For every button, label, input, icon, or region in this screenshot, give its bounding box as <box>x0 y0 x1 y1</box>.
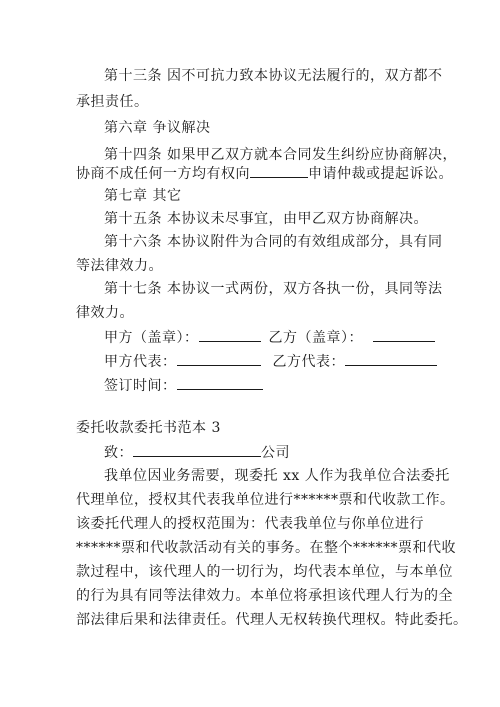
article-13-line-2: 承担责任。 <box>76 94 149 110</box>
article-17-line-2: 律效力。 <box>76 305 134 321</box>
body-line-4: ******票和代收款活动有关的事务。在整个******票和代收 <box>76 540 456 556</box>
body-line-5: 款过程中，该代理人的一切行为，均代表本单位，与本单位 <box>76 564 453 580</box>
addressee-line <box>104 442 290 463</box>
party-a-rep-label: 甲方代表： <box>104 354 177 370</box>
article-13-line-1: 第十三条 因不可抗力致本协议无法履行的，双方都不 <box>104 68 443 84</box>
chapter-6-heading: 第六章 争议解决 <box>104 120 211 136</box>
body-line-6: 的行为具有同等法律效力。本单位将承担该代理人行为的全 <box>76 588 453 604</box>
party-b-seal-blank <box>373 327 435 342</box>
representative-line <box>104 351 437 372</box>
article-14-line-1: 第十四条 如果甲乙双方就本合同发生纠纷应协商解决， <box>104 147 457 163</box>
template-3-title: 委托收款委托书范本 3 <box>76 420 221 436</box>
sign-date-blank <box>177 375 263 390</box>
addressee-prefix: 致： <box>104 445 133 461</box>
seal-line <box>104 327 435 348</box>
article-17-line-1: 第十七条 本协议一式两份，双方各执一份，具同等法 <box>104 281 443 297</box>
article-16-line-1: 第十六条 本协议附件为合同的有效组成部分，具有同 <box>104 234 443 250</box>
party-a-seal-label: 甲方（盖章）： <box>104 330 199 346</box>
article-16-line-2: 等法律效力。 <box>76 258 163 274</box>
article-14-text-a: 协商不成任何一方均有权向 <box>76 166 250 182</box>
body-line-2: 代理单位，授权其代表我单位进行******票和代收款工作。 <box>76 492 455 508</box>
article-14-text-b: 申请仲裁或提起诉讼。 <box>308 166 453 182</box>
body-line-3: 该委托代理人的授权范围为：代表我单位与你单位进行 <box>76 516 424 532</box>
chapter-7-heading: 第七章 其它 <box>104 188 182 204</box>
party-b-rep-blank <box>345 351 437 366</box>
body-line-7: 部法律后果和法律责任。代理人无权转换代理权。特此委托。 <box>76 612 468 628</box>
party-b-seal-label: 乙方（盖章）： <box>268 330 363 346</box>
sign-date-label: 签订时间： <box>104 378 177 394</box>
party-a-seal-blank <box>199 327 261 342</box>
party-b-rep-label: 乙方代表： <box>272 354 345 370</box>
addressee-company-blank <box>133 442 261 457</box>
article-14-line-2 <box>76 163 453 184</box>
party-a-rep-blank <box>177 351 261 366</box>
addressee-suffix: 公司 <box>261 445 290 461</box>
body-line-1: 我单位因业务需要，现委托 xx 人作为我单位合法委托 <box>104 468 450 484</box>
article-15: 第十五条 本协议未尽事宜，由甲乙双方协商解决。 <box>104 211 428 227</box>
arbitration-body-blank <box>250 163 308 178</box>
sign-date-line <box>104 375 263 396</box>
